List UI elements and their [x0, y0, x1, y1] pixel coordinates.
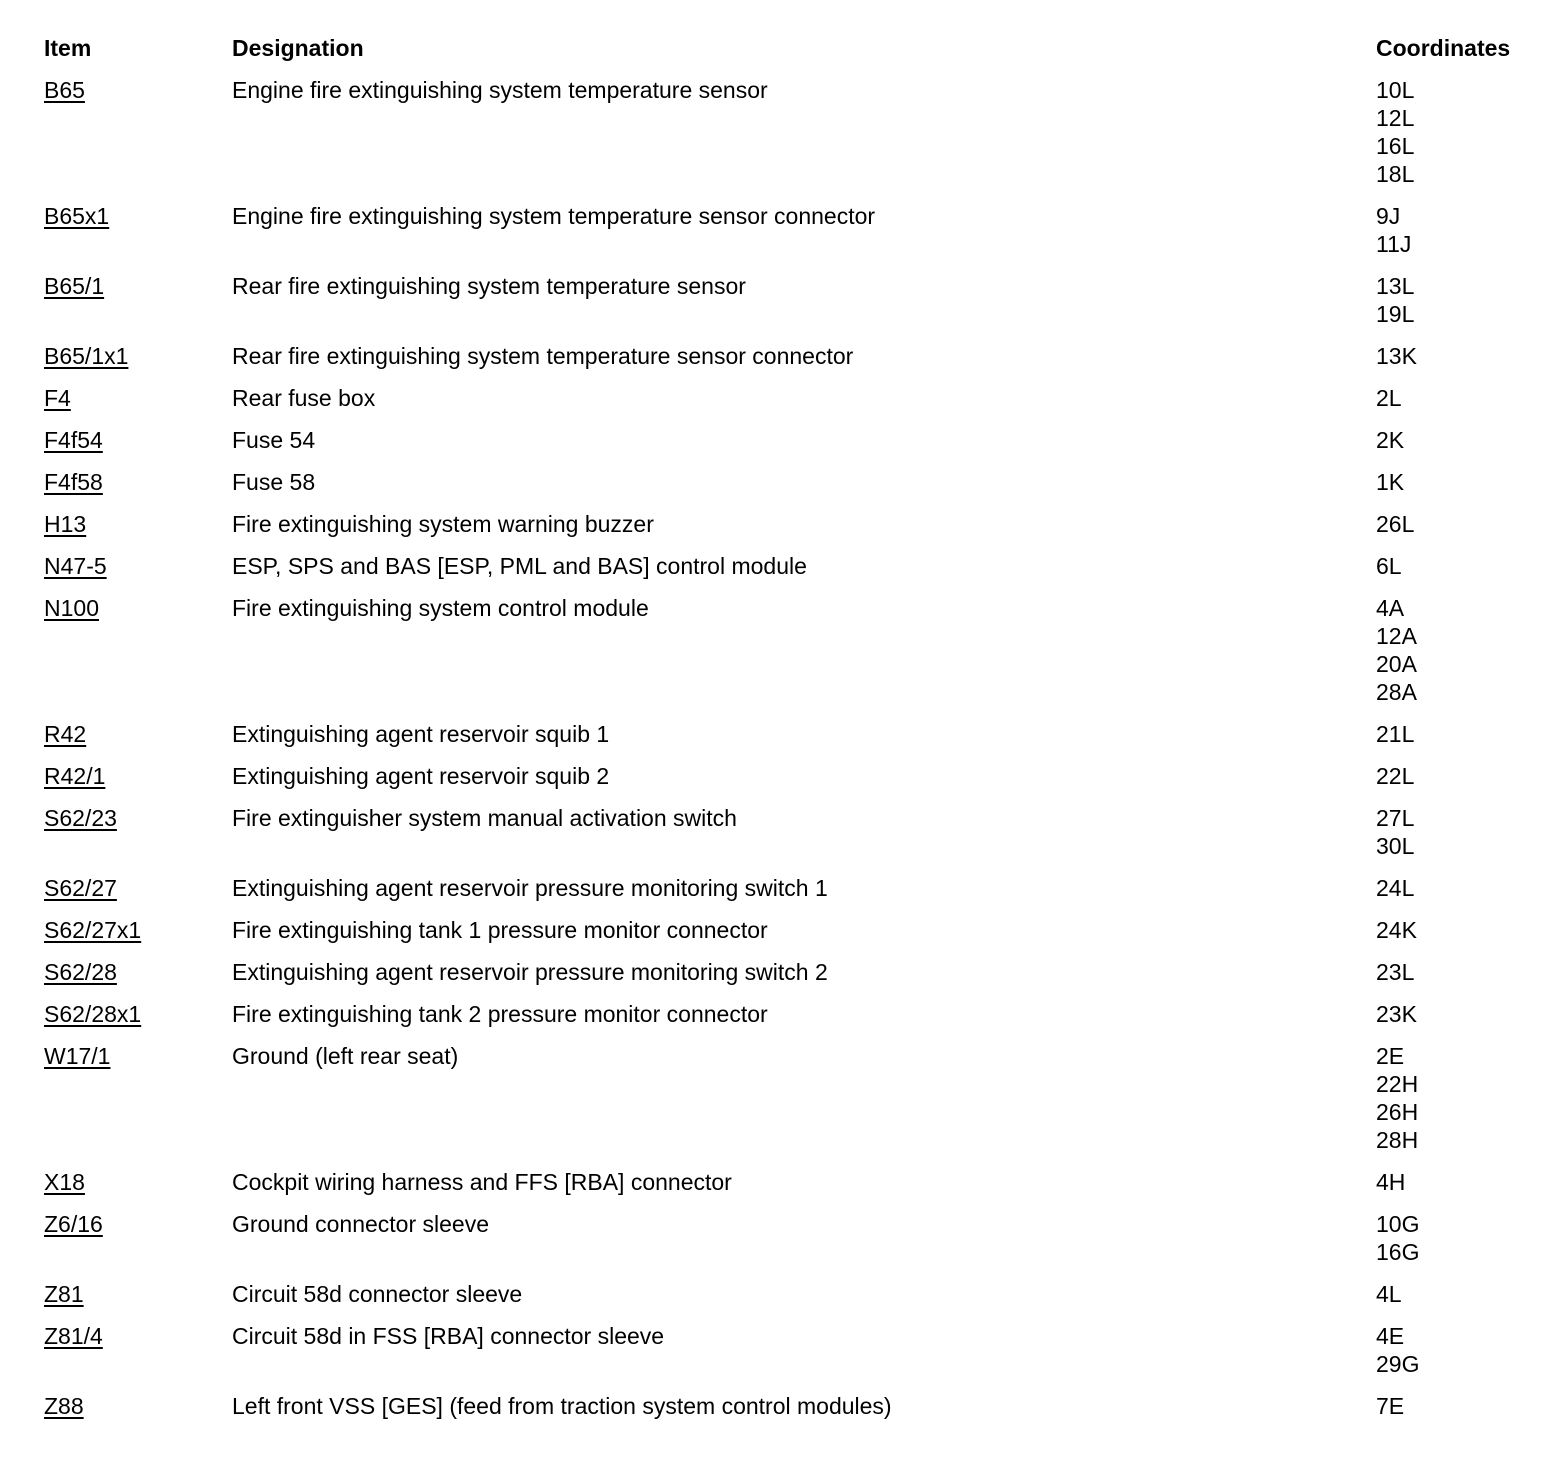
- coordinates-cell: [1376, 426, 1544, 454]
- table-row: [44, 384, 1544, 412]
- item-cell: [44, 874, 232, 902]
- coordinate-value: 4H: [1376, 1169, 1406, 1195]
- item-cell: [44, 76, 232, 188]
- coordinates-cell: [1376, 342, 1544, 370]
- coordinate-value: 2L: [1376, 385, 1402, 411]
- item-cell: [44, 1168, 232, 1196]
- designation-cell: Fire extinguishing system warning buzzer: [232, 511, 654, 537]
- item-cell: [44, 1322, 232, 1378]
- table-row: [44, 1392, 1544, 1420]
- coordinate-value: 16G: [1376, 1239, 1420, 1265]
- table-row: [44, 720, 1544, 748]
- item-cell: [44, 762, 232, 790]
- table-row: [44, 1000, 1544, 1028]
- table-row: [44, 1280, 1544, 1308]
- item-link[interactable]: H13: [44, 511, 87, 537]
- coordinates-cell: [1376, 1392, 1544, 1420]
- item-link[interactable]: X18: [44, 1169, 85, 1195]
- item-link[interactable]: B65x1: [44, 203, 110, 229]
- item-link[interactable]: R42/1: [44, 763, 106, 789]
- item-link[interactable]: Z6/16: [44, 1211, 103, 1237]
- item-cell: [44, 1042, 232, 1154]
- item-cell: [44, 468, 232, 496]
- coordinate-value: 13K: [1376, 343, 1417, 369]
- coordinates-cell: [1376, 468, 1544, 496]
- coordinates-cell: [1376, 272, 1544, 328]
- item-link[interactable]: N47-5: [44, 553, 107, 579]
- coordinates-cell: [1376, 202, 1544, 258]
- designation-cell: Fuse 58: [232, 469, 316, 495]
- coordinate-value: 27L: [1376, 805, 1415, 831]
- table-row: [44, 594, 1544, 706]
- coordinate-value: 6L: [1376, 553, 1402, 579]
- coordinate-value: 24K: [1376, 917, 1417, 943]
- item-cell: [44, 720, 232, 748]
- designation-cell: Extinguishing agent reservoir squib 2: [232, 763, 610, 789]
- designation-cell: Engine fire extinguishing system temperature sensor connector: [232, 203, 876, 229]
- item-link[interactable]: B65/1x1: [44, 343, 129, 369]
- coordinate-value: 23K: [1376, 1001, 1417, 1027]
- table-row: [44, 1168, 1544, 1196]
- item-cell: [44, 384, 232, 412]
- coordinates-cell: [1376, 916, 1544, 944]
- designation-cell: ESP, SPS and BAS [ESP, PML and BAS] control module: [232, 553, 807, 579]
- coordinates-cell: [1376, 384, 1544, 412]
- component-legend-table: [44, 34, 1544, 1434]
- designation-cell: Fuse 54: [232, 427, 316, 453]
- designation-cell: Extinguishing agent reservoir pressure monitoring switch 2: [232, 959, 828, 985]
- item-link[interactable]: S62/28: [44, 959, 117, 985]
- coordinates-cell: [1376, 720, 1544, 748]
- coordinates-cell: [1376, 76, 1544, 188]
- item-cell: [44, 1280, 232, 1308]
- coordinates-cell: [1376, 594, 1544, 706]
- table-row: [44, 804, 1544, 860]
- designation-cell: Fire extinguishing tank 2 pressure monitor connector: [232, 1001, 768, 1027]
- designation-cell: Rear fire extinguishing system temperature sensor: [232, 273, 746, 299]
- item-cell: [44, 916, 232, 944]
- item-cell: [44, 804, 232, 860]
- designation-cell: Extinguishing agent reservoir squib 1: [232, 721, 610, 747]
- table-row: [44, 762, 1544, 790]
- item-cell: [44, 510, 232, 538]
- coordinate-value: 10G: [1376, 1211, 1420, 1237]
- designation-cell: Ground connector sleeve: [232, 1211, 489, 1237]
- item-link[interactable]: S62/23: [44, 805, 117, 831]
- item-link[interactable]: W17/1: [44, 1043, 111, 1069]
- table-body: [44, 76, 1544, 1420]
- designation-cell: Fire extinguishing system control module: [232, 595, 649, 621]
- item-link[interactable]: S62/28x1: [44, 1001, 142, 1027]
- coordinate-value: 22H: [1376, 1071, 1419, 1097]
- designation-cell: Ground (left rear seat): [232, 1043, 459, 1069]
- coordinate-value: 21L: [1376, 721, 1415, 747]
- coordinate-value: 30L: [1376, 833, 1415, 859]
- item-cell: [44, 342, 232, 370]
- designation-cell: Rear fire extinguishing system temperature sensor connector: [232, 343, 854, 369]
- table-row: [44, 76, 1544, 188]
- coordinates-cell: [1376, 510, 1544, 538]
- coordinates-cell: [1376, 804, 1544, 860]
- designation-cell: Left front VSS [GES] (feed from traction system control modules): [232, 1393, 892, 1419]
- header-item: Item: [44, 35, 92, 61]
- item-link[interactable]: S62/27: [44, 875, 117, 901]
- coordinate-value: 26H: [1376, 1099, 1419, 1125]
- item-cell: [44, 202, 232, 258]
- table-header: [44, 34, 1544, 76]
- designation-cell: Circuit 58d in FSS [RBA] connector sleeve: [232, 1323, 665, 1349]
- item-link[interactable]: N100: [44, 595, 99, 621]
- coordinate-value: 29G: [1376, 1351, 1420, 1377]
- item-cell: [44, 1000, 232, 1028]
- coordinate-value: 26L: [1376, 511, 1415, 537]
- coordinate-value: 2E: [1376, 1043, 1405, 1069]
- item-link[interactable]: B65: [44, 77, 85, 103]
- designation-cell: Circuit 58d connector sleeve: [232, 1281, 523, 1307]
- table-row: [44, 342, 1544, 370]
- table-row: [44, 916, 1544, 944]
- coordinates-cell: [1376, 874, 1544, 902]
- designation-cell: Rear fuse box: [232, 385, 376, 411]
- table-row: [44, 1210, 1544, 1266]
- coordinates-cell: [1376, 552, 1544, 580]
- coordinate-value: 12L: [1376, 105, 1415, 131]
- coordinate-value: 12A: [1376, 623, 1417, 649]
- item-link[interactable]: F4f54: [44, 427, 103, 453]
- designation-cell: Engine fire extinguishing system temperature sensor: [232, 77, 768, 103]
- coordinate-value: 24L: [1376, 875, 1415, 901]
- table-row: [44, 510, 1544, 538]
- table-row: [44, 1322, 1544, 1378]
- coordinates-cell: [1376, 1322, 1544, 1378]
- coordinate-value: 19L: [1376, 301, 1415, 327]
- item-cell: [44, 426, 232, 454]
- designation-cell: Fire extinguishing tank 1 pressure monitor connector: [232, 917, 768, 943]
- item-link[interactable]: R42: [44, 721, 87, 747]
- header-coordinates: Coordinates: [1376, 35, 1511, 61]
- coordinates-cell: [1376, 1000, 1544, 1028]
- coordinate-value: 13L: [1376, 273, 1415, 299]
- item-link[interactable]: F4f58: [44, 469, 103, 495]
- item-link[interactable]: Z81: [44, 1281, 84, 1307]
- coordinate-value: 11J: [1376, 231, 1412, 257]
- coordinate-value: 23L: [1376, 959, 1415, 985]
- header-designation: Designation: [232, 35, 364, 61]
- coordinates-cell: [1376, 1042, 1544, 1154]
- coordinate-value: 1K: [1376, 469, 1405, 495]
- coordinate-value: 20A: [1376, 651, 1417, 677]
- designation-cell: Fire extinguisher system manual activation switch: [232, 805, 737, 831]
- table-row: [44, 1042, 1544, 1154]
- item-cell: [44, 1210, 232, 1266]
- table-row: [44, 874, 1544, 902]
- coordinates-cell: [1376, 958, 1544, 986]
- coordinates-cell: [1376, 1280, 1544, 1308]
- table-row: [44, 958, 1544, 986]
- coordinates-cell: [1376, 1210, 1544, 1266]
- coordinate-value: 4A: [1376, 595, 1405, 621]
- coordinate-value: 28A: [1376, 679, 1417, 705]
- table-row: [44, 272, 1544, 328]
- coordinate-value: 10L: [1376, 77, 1415, 103]
- item-link[interactable]: Z81/4: [44, 1323, 103, 1349]
- item-cell: [44, 594, 232, 706]
- item-cell: [44, 552, 232, 580]
- coordinate-value: 28H: [1376, 1127, 1419, 1153]
- item-cell: [44, 272, 232, 328]
- item-link[interactable]: B65/1: [44, 273, 105, 299]
- table-row: [44, 426, 1544, 454]
- coordinates-cell: [1376, 762, 1544, 790]
- coordinate-value: 7E: [1376, 1393, 1405, 1419]
- coordinate-value: 16L: [1376, 133, 1415, 159]
- coordinate-value: 22L: [1376, 763, 1415, 789]
- table-row: [44, 202, 1544, 258]
- item-cell: [44, 1392, 232, 1420]
- coordinate-value: 18L: [1376, 161, 1415, 187]
- coordinate-value: 4E: [1376, 1323, 1405, 1349]
- designation-cell: Extinguishing agent reservoir pressure monitoring switch 1: [232, 875, 828, 901]
- coordinate-value: 2K: [1376, 427, 1405, 453]
- item-link[interactable]: S62/27x1: [44, 917, 142, 943]
- table-row: [44, 468, 1544, 496]
- item-cell: [44, 958, 232, 986]
- coordinate-value: 4L: [1376, 1281, 1402, 1307]
- item-link[interactable]: Z88: [44, 1393, 84, 1419]
- designation-cell: Cockpit wiring harness and FFS [RBA] connector: [232, 1169, 732, 1195]
- coordinate-value: 9J: [1376, 203, 1401, 229]
- item-link[interactable]: F4: [44, 385, 71, 411]
- coordinates-cell: [1376, 1168, 1544, 1196]
- table-row: [44, 552, 1544, 580]
